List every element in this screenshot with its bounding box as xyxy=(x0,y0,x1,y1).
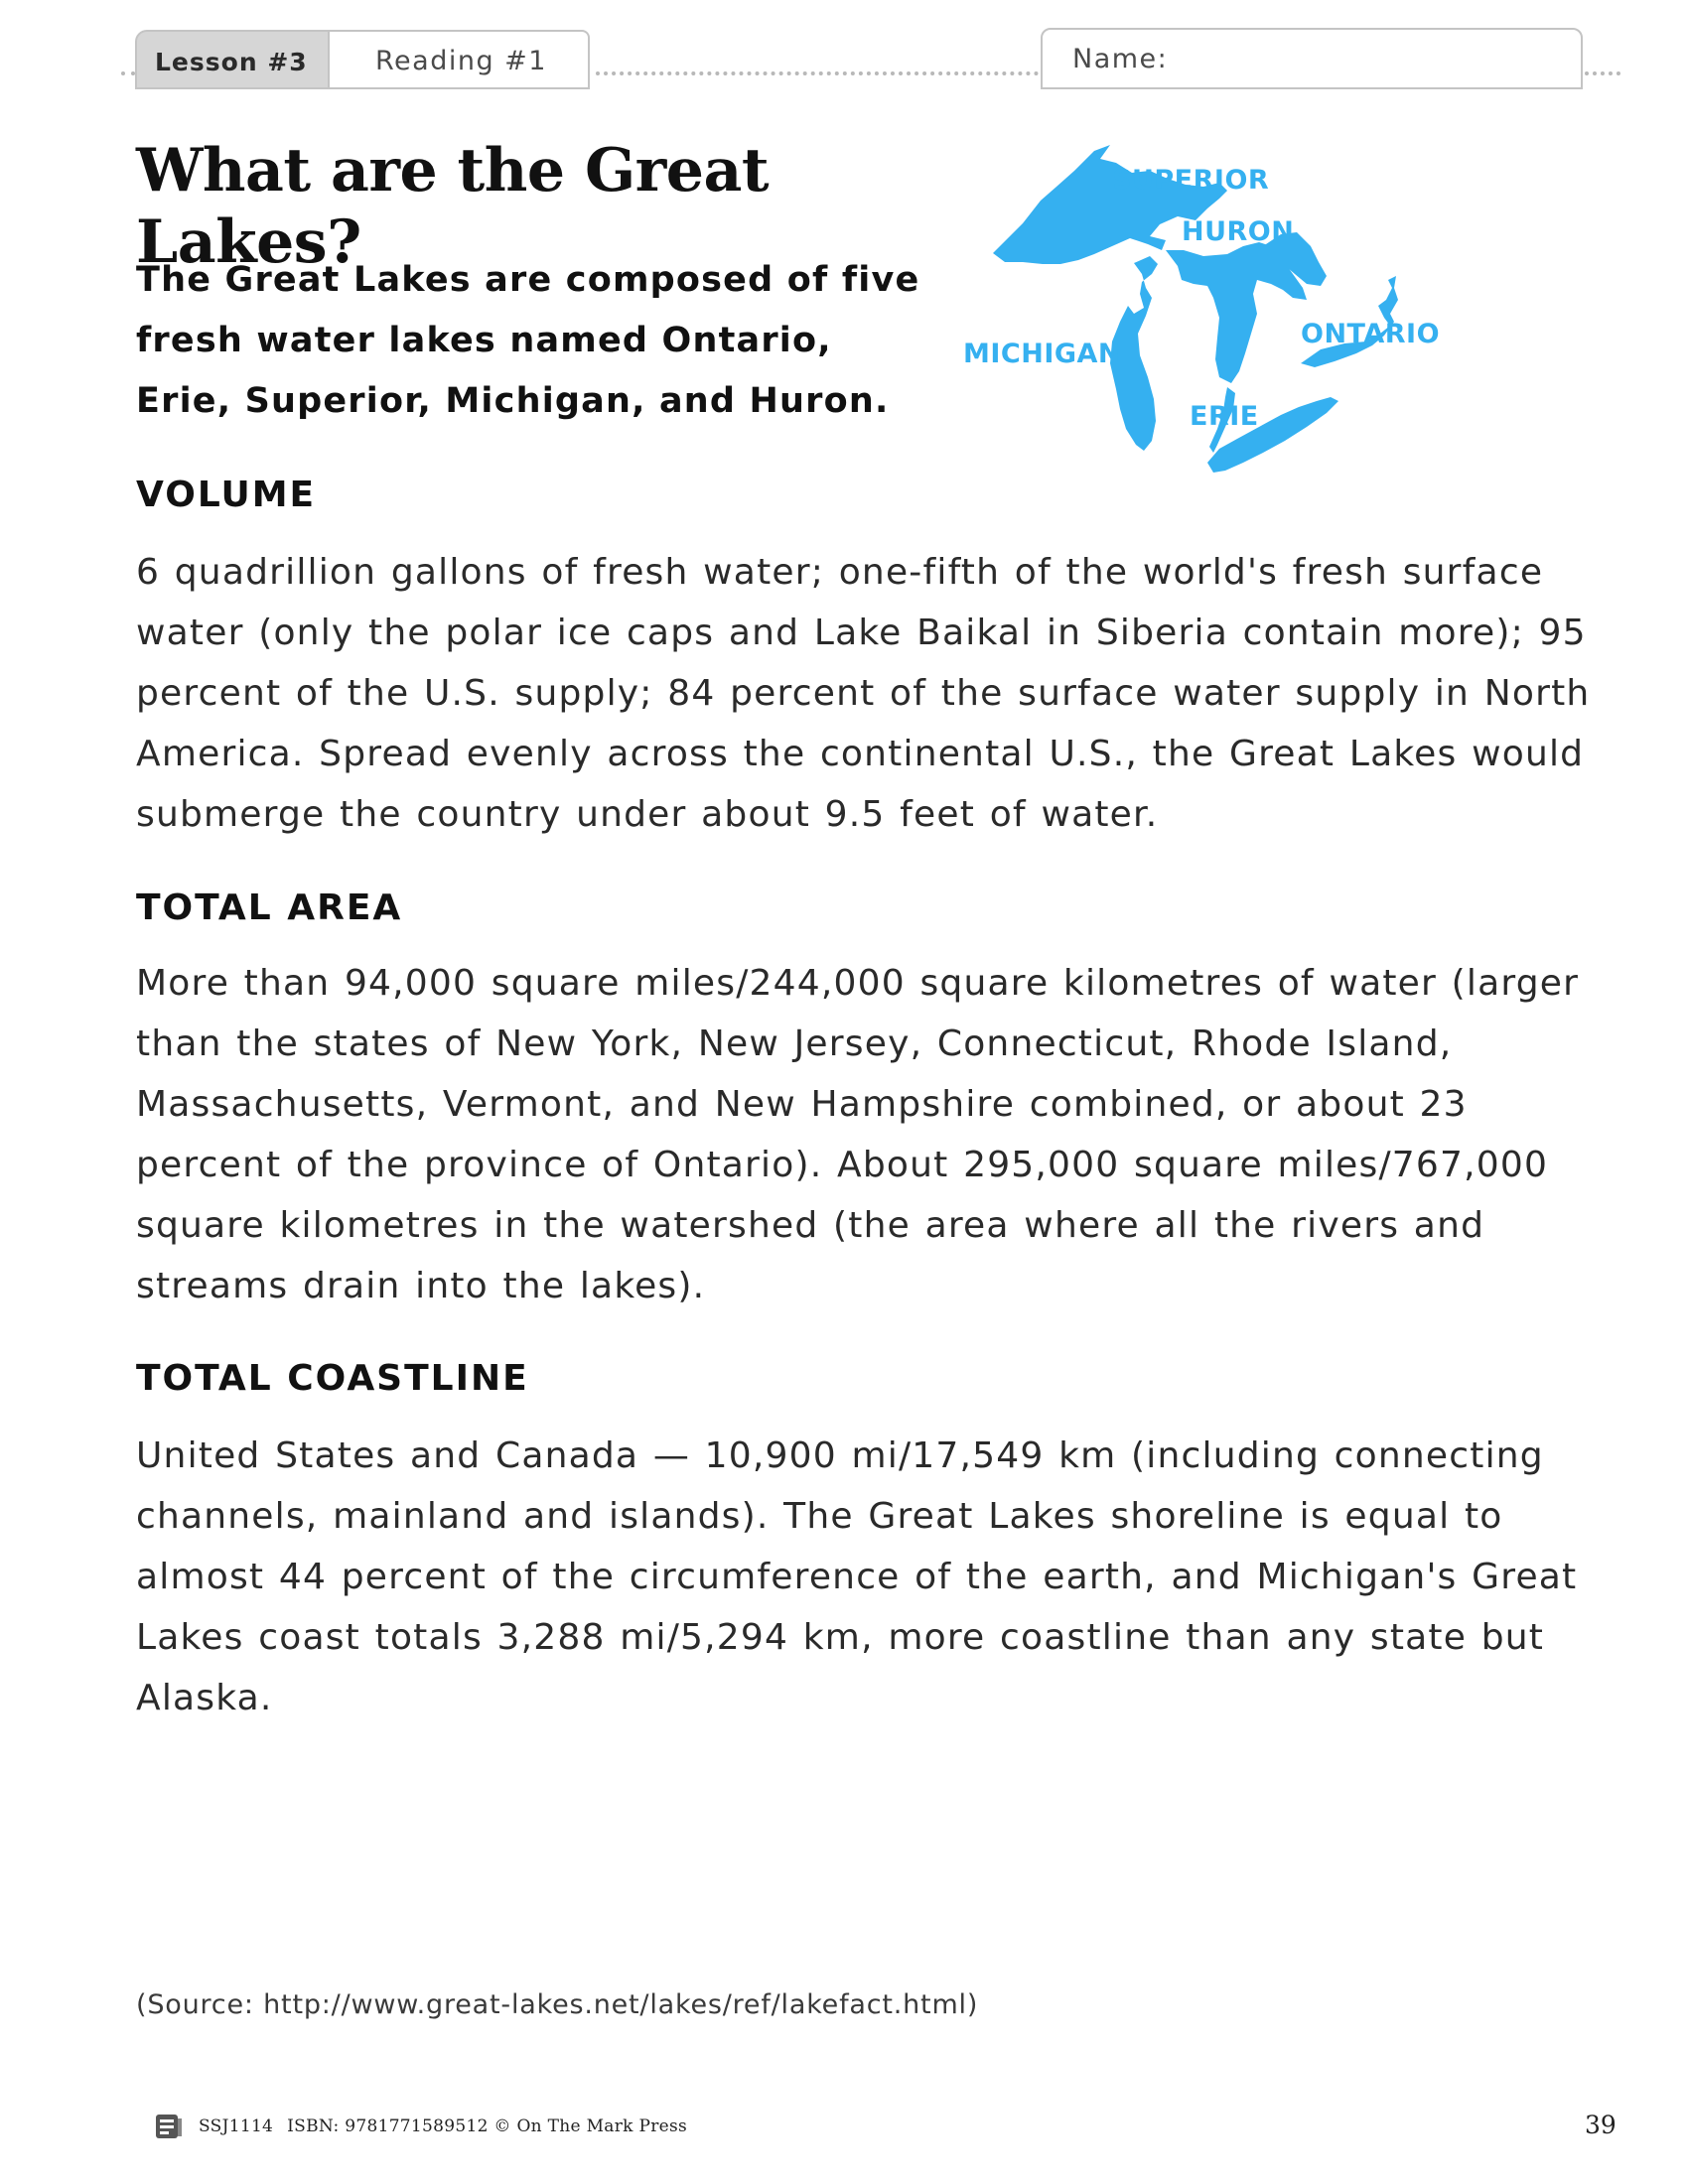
header-dotted-rule-middle xyxy=(596,71,1039,75)
label-erie: ERIE xyxy=(1190,401,1259,432)
label-huron: HURON xyxy=(1182,216,1295,247)
lesson-tab: Lesson #3 xyxy=(135,30,330,89)
footer-product-code: SSJ1114 xyxy=(199,2116,274,2136)
source-citation: (Source: http://www.great-lakes.net/lakes/ref/lakefact.html) xyxy=(136,1989,979,2020)
book-logo-icon xyxy=(155,2113,183,2140)
footer-publisher-info xyxy=(199,2116,701,2136)
name-field[interactable]: Name: xyxy=(1041,28,1583,89)
footer-isbn: ISBN: 9781771589512 © On The Mark Press xyxy=(287,2116,688,2136)
label-ontario: ONTARIO xyxy=(1301,319,1441,349)
label-superior: SUPERIOR xyxy=(1112,165,1270,196)
total-area-body: More than 94,000 square miles/244,000 square kilometres of water (larger than the states of New York, New Jersey, Connecticut, Rhode Island, Massachusetts, Vermont, and New Hampshire combined, or about 23 percent of the province of Ontario). About 295,000 square miles/767,000 square kilometres in the watershed (the area where all the rivers and streams drain into the lakes). xyxy=(136,963,1580,1306)
page-number: 39 xyxy=(1585,2111,1617,2139)
total-area-heading: TOTAL AREA xyxy=(136,887,403,928)
total-coastline-body: United States and Canada — 10,900 mi/17,549 km (including connecting channels, mainland and islands). The Great Lakes shoreline is equal to almost 44 percent of the circumference of the earth, and Michigan's Great Lakes coast totals 3,288 mi/5,294 km, more coastline than any state but Alaska. xyxy=(136,1435,1578,1718)
volume-body: 6 quadrillion gallons of fresh water; one-fifth of the world's fresh surface water (only the polar ice caps and Lake Baikal in Siberia contain more); 95 percent of the U.S. supply; 84 percent of the surface water supply in North America. Spread evenly across the continental U.S., the Great Lakes would submerge the country under about 9.5 feet of water. xyxy=(136,552,1591,835)
page-title: What are the Great Lakes? xyxy=(136,136,770,277)
label-michigan: MICHIGAN xyxy=(963,339,1122,369)
total-coastline-heading: TOTAL COASTLINE xyxy=(136,1358,529,1399)
volume-heading: VOLUME xyxy=(136,475,317,515)
reading-tab: Reading #1 xyxy=(330,30,590,89)
great-lakes-map-graphic xyxy=(963,139,1599,516)
intro-paragraph: The Great Lakes are composed of five fresh water lakes named Ontario, Erie, Superior, Michigan, and Huron. xyxy=(136,260,920,421)
great-lakes-map xyxy=(963,139,1599,516)
header-dotted-rule-left xyxy=(121,71,135,75)
header-dotted-rule-right xyxy=(1585,71,1620,75)
